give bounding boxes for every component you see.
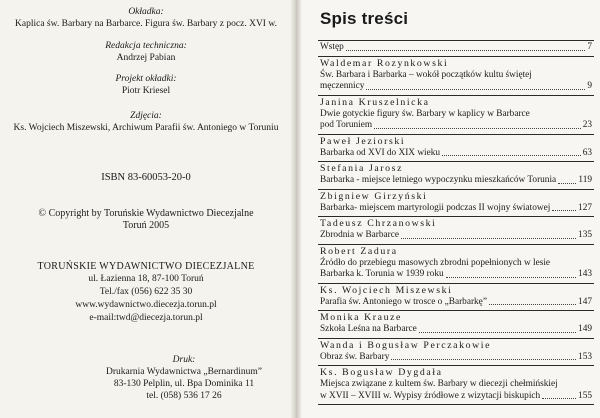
toc-leader-dots	[446, 277, 576, 278]
toc-entry-title-line	[320, 352, 592, 364]
toc-entry-title: Barbarka - miejsce letniego wypoczynku mieszkańców Torunia	[320, 175, 557, 185]
design-label: Projekt okładki:	[115, 74, 177, 84]
toc-entry	[318, 189, 594, 217]
toc-entry-title-line	[320, 258, 592, 270]
toc-entry	[318, 216, 594, 244]
print-line3: tel. (058) 536 17 26	[146, 391, 222, 401]
toc-leader-dots	[558, 183, 576, 184]
toc-entry-author: Zbigniew Girzyński	[320, 190, 428, 202]
print-line1: Drukarnia Wydawnictwa „Bernardinum”	[106, 367, 262, 377]
publisher-web: www.wydawnictwo.diecezja.torun.pl	[75, 300, 217, 310]
toc-entry-title-line	[320, 70, 592, 82]
toc-entry-page: 127	[578, 202, 592, 213]
toc-entry-title: Św. Barbara i Barbarka – wokół początków kultu świętej	[320, 69, 532, 80]
toc-entry-title-line	[320, 203, 592, 215]
toc-entry-author: Ks. Bogusław Dygdała	[320, 367, 443, 378]
tech-name: Andrzej Pabian	[116, 53, 176, 63]
toc-entry-author: Monika Krauze	[320, 312, 403, 323]
toc-entry-author: Waldemar Rozynkowski	[320, 57, 449, 69]
toc-leader-dots	[346, 50, 586, 51]
toc-entry-page: 63	[582, 147, 592, 158]
toc-entry-author: Paweł Jeziorski	[320, 135, 406, 147]
publisher-address: ul. Łazienna 18, 87-100 Toruń	[88, 274, 204, 284]
toc-entry-page: 7	[587, 42, 592, 52]
publisher-email: e-mail:twd@diecezja.torun.pl	[89, 313, 203, 323]
toc-entry	[318, 338, 594, 366]
design-name: Piotr Kriesel	[121, 86, 171, 96]
toc-entry-title-line	[320, 148, 592, 160]
toc-leader-dots	[391, 359, 576, 360]
toc-entry-title: pod Toruniem	[320, 120, 373, 130]
publisher-name: TORUŃSKIE WYDAWNICTWO DIECEZJALNE	[37, 261, 255, 272]
toc-entry-title-line	[320, 324, 592, 336]
toc-entry-page: 149	[578, 324, 592, 334]
toc-entry-title-line	[320, 120, 592, 132]
tech-credit	[0, 40, 292, 64]
copyright-line1: © Copyright by Toruńskie Wydawnictwo Diecezjalne	[38, 208, 254, 219]
copyright-line2: Toruń 2005	[122, 220, 170, 231]
toc-entry-author: Stefania Jarosz	[320, 163, 404, 174]
toc-entry	[318, 95, 594, 134]
tech-label: Redakcja techniczna:	[105, 41, 187, 51]
toc-entry-page: 143	[578, 269, 592, 279]
toc-entry-page: 23	[582, 120, 592, 130]
toc-entry	[318, 244, 594, 283]
toc-entry-title: Obraz św. Barbary	[320, 351, 390, 362]
toc-entry-title-line	[320, 391, 592, 403]
toc-entry-author: Robert Zadura	[320, 245, 398, 257]
toc-leader-dots	[552, 210, 576, 211]
toc-leader-dots	[489, 304, 576, 305]
publisher-phone: Tel./fax (056) 622 35 30	[99, 287, 193, 297]
toc-entry-title: Barbarka- miejscem martyrologii podczas II wojny światowej	[320, 202, 551, 213]
toc-entry-title: Wstęp	[320, 42, 344, 52]
toc-entry-page: 135	[578, 230, 592, 240]
toc-entry-title: Szkoła Leśna na Barbarce	[320, 324, 417, 334]
design-credit	[0, 73, 292, 97]
print-label: Druk:	[172, 355, 196, 365]
print-line2: 83-130 Pelplin, ul. Bpa Dominika 11	[113, 379, 255, 389]
toc-entry-author: Ks. Wojciech Miszewski	[320, 284, 453, 296]
cover-text: Kaplica św. Barbary na Barbarce. Figura św. Barbary z pocz. XVI w.	[15, 19, 277, 29]
toc-leader-dots	[401, 238, 576, 239]
toc-title: Spis treści	[320, 9, 409, 28]
toc-entry	[318, 310, 594, 338]
cover-credit	[0, 6, 292, 30]
toc-list	[318, 40, 594, 405]
toc-entry-title-line	[320, 81, 592, 93]
cover-label: Okładka:	[128, 7, 164, 17]
toc-entry-title: w XVII – XVIII w. Wypisy źródłowe z wizytacji biskupich	[320, 390, 541, 401]
toc-entry-title-line	[320, 42, 592, 54]
toc-entry	[318, 365, 594, 405]
photos-label: Zdjęcia:	[130, 111, 162, 121]
toc-entry-page: 119	[578, 175, 592, 185]
toc-entry-author: Tadeusz Chrzanowski	[320, 218, 437, 229]
toc-entry-title-line	[320, 109, 592, 121]
toc-leader-dots	[374, 128, 581, 129]
toc-entry-title-line	[320, 379, 592, 391]
toc-entry	[318, 283, 594, 311]
toc-entry-page: 155	[578, 390, 592, 401]
toc-leader-dots	[419, 332, 576, 333]
toc-entry-title: Miejsca związane z kultem św. Barbary w diecezji chełmińskiej	[320, 379, 558, 389]
isbn: ISBN 83-60053-20-0	[101, 172, 191, 183]
toc-entry-author: Wanda i Bogusław Perczakowie	[320, 339, 492, 351]
toc-entry	[318, 56, 594, 95]
print-credit	[38, 354, 330, 402]
toc-entry	[318, 161, 594, 189]
toc-entry-title-line	[320, 230, 592, 242]
toc-entry-page: 153	[578, 351, 592, 362]
toc-entry	[318, 134, 594, 162]
toc-entry-title: męczennicy	[320, 81, 365, 91]
toc-leader-dots	[366, 89, 585, 90]
copyright	[0, 208, 292, 232]
toc-entry-title: Dwie gotyckie figury św. Barbary w kaplicy w Barbarce	[320, 108, 530, 119]
toc-entry-title: Barbarka k. Torunia w 1939 roku	[320, 269, 444, 279]
toc-entry-title: Parafia św. Antoniego w trosce o „Barbarkę”	[320, 296, 487, 307]
toc-entry-title-line	[320, 269, 592, 281]
toc-leader-dots	[442, 155, 581, 156]
toc-entry-page: 147	[578, 296, 592, 307]
toc-entry-title: Barbarka od XVI do XIX wieku	[320, 147, 441, 158]
toc-entry-title-line	[320, 297, 592, 309]
toc-entry-title-line	[320, 175, 592, 187]
toc-entry-page: 9	[587, 81, 592, 91]
photos-credit	[0, 110, 292, 134]
photos-text: Ks. Wojciech Miszewski, Archiwum Parafii św. Antoniego w Toruniu	[13, 123, 279, 133]
toc-entry-author: Janina Kruszelnicka	[320, 96, 430, 108]
toc-entry	[318, 40, 594, 56]
publisher-block	[0, 260, 292, 325]
toc-entry-title: Zbrodnia w Barbarce	[320, 230, 399, 240]
toc-leader-dots	[542, 398, 576, 399]
toc-entry-title: Źródło do przebiegu masowych zbrodni popełnionych w lesie	[320, 257, 551, 268]
